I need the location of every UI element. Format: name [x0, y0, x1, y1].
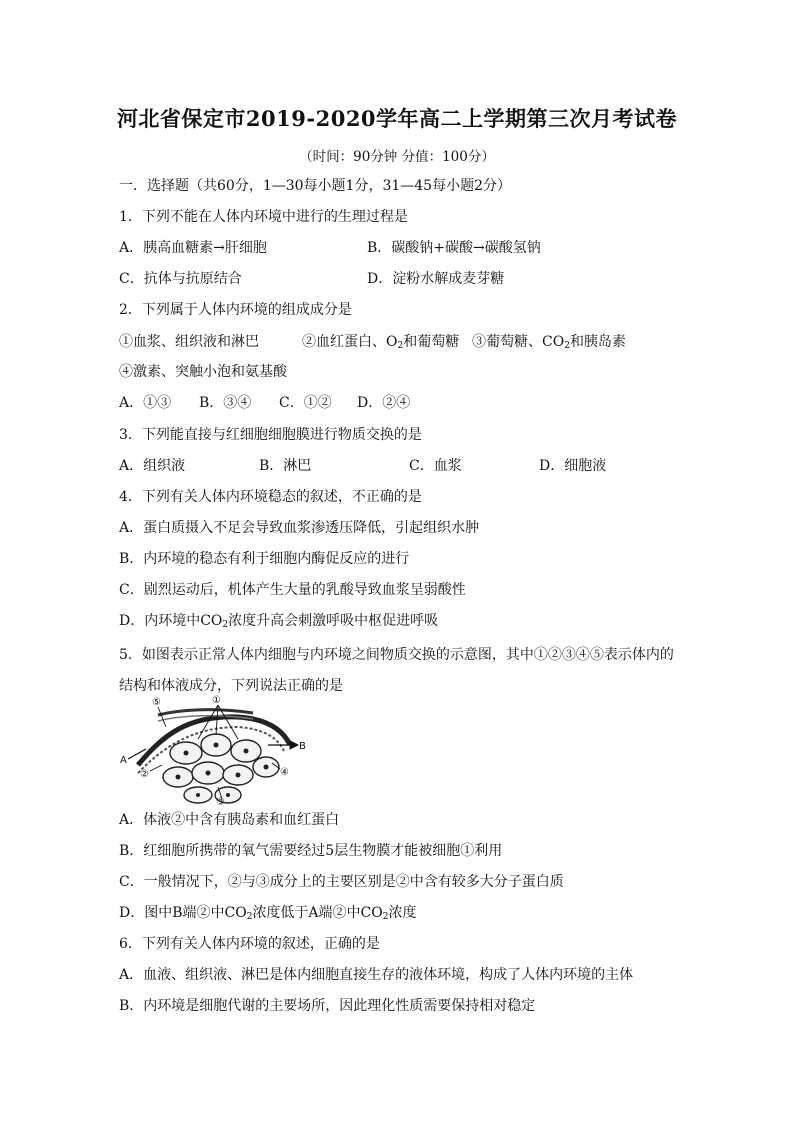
q2-option-a: A．①③ [119, 395, 172, 411]
q1-stem: 1．下列不能在人体内环境中进行的生理过程是 [119, 209, 408, 225]
q5-option-d: D．图中B端②中$CO_2$浓度低于A端②中$CO_2$浓度 [119, 905, 417, 922]
q6-stem: 6．下列有关人体内环境的叙述，正确的是 [119, 936, 380, 952]
fig-label-5: ⑤ [152, 697, 161, 708]
q3-option-b: B．淋巴 [259, 458, 312, 474]
q2-option-d: D．②④ [357, 395, 411, 411]
q3-option-a: A．组织液 [119, 458, 186, 474]
fig-label-a: A [120, 755, 127, 766]
q4-option-d: D．内环境中$CO_2$浓度升高会刺激呼吸中枢促进呼吸 [119, 613, 439, 630]
q5-stem-line1: 5．如图表示正常人体内细胞与内环境之间物质交换的示意图，其中①②③④⑤表示体内的 [119, 647, 674, 663]
q2-option-b: B．③④ [199, 395, 252, 411]
fig-label-4: ④ [280, 767, 289, 778]
q4-option-c: C．剧烈运动后，机体产生大量的乳酸导致血浆呈弱酸性 [119, 582, 466, 598]
q4-option-b: B．内环境的稳态有利于细胞内酶促反应的进行 [119, 551, 410, 567]
tissue-cells [163, 734, 279, 803]
fig-label-b: B [299, 741, 306, 752]
q1-option-a: A．胰高血糖素→肝细胞 [119, 240, 267, 256]
q3-option-c: C．血浆 [409, 458, 462, 474]
q2-item-1: ①血浆、组织液和淋巴 [119, 334, 259, 350]
q5-option-c: C．一般情况下，②与③成分上的主要区别是②中含有较多大分子蛋白质 [119, 874, 564, 890]
q2-item-4: ④激素、突触小泡和氨基酸 [119, 364, 287, 380]
q5-tissue-diagram [118, 695, 308, 805]
q5-option-b: B．红细胞所携带的氧气需要经过5层生物膜才能被细胞①利用 [119, 843, 503, 859]
q4-stem: 4．下列有关人体内环境稳态的叙述，不正确的是 [119, 489, 422, 505]
fig-label-1: ① [212, 695, 221, 706]
q1-option-c: C．抗体与抗原结合 [119, 271, 242, 287]
q5-option-a: A．体液②中含有胰岛素和血红蛋白 [119, 812, 340, 828]
q1-option-d: D．淀粉水解成麦芽糖 [367, 271, 505, 287]
q2-option-c: C．①② [279, 395, 332, 411]
exam-subtitle: （时间：90分钟 分值：100分） [299, 149, 495, 165]
q4-option-a: A．蛋白质摄入不足会导致血浆渗透压降低，引起组织水肿 [119, 520, 480, 536]
fig-label-2: ② [140, 769, 149, 780]
q6-option-a: A．血液、组织液、淋巴是体内细胞直接生存的液体环境，构成了人体内环境的主体 [119, 967, 634, 983]
q3-option-d: D．细胞液 [539, 458, 607, 474]
q2-stem: 2．下列属于人体内环境的组成成分是 [119, 302, 352, 318]
q2-item-2: ②血红蛋白、$O_2$和葡萄糖 [302, 334, 460, 351]
q5-stem-line2: 结构和体液成分，下列说法正确的是 [119, 678, 343, 694]
exam-title: 河北省保定市2019-2020学年高二上学期第三次月考试卷 [116, 106, 678, 131]
q3-stem: 3．下列能直接与红细胞细胞膜进行物质交换的是 [119, 427, 422, 443]
q1-option-b: B．碳酸钠+碳酸→碳酸氢钠 [367, 240, 541, 256]
fig-label-3: ③ [216, 797, 225, 805]
section-heading: 一．选择题（共60分，1—30每小题1分，31—45每小题2分） [119, 178, 511, 194]
q2-item-3: ③葡萄糖、$CO_2$和胰岛素 [472, 334, 626, 351]
q6-option-b: B．内环境是细胞代谢的主要场所，因此理化性质需要保持相对稳定 [119, 998, 536, 1014]
